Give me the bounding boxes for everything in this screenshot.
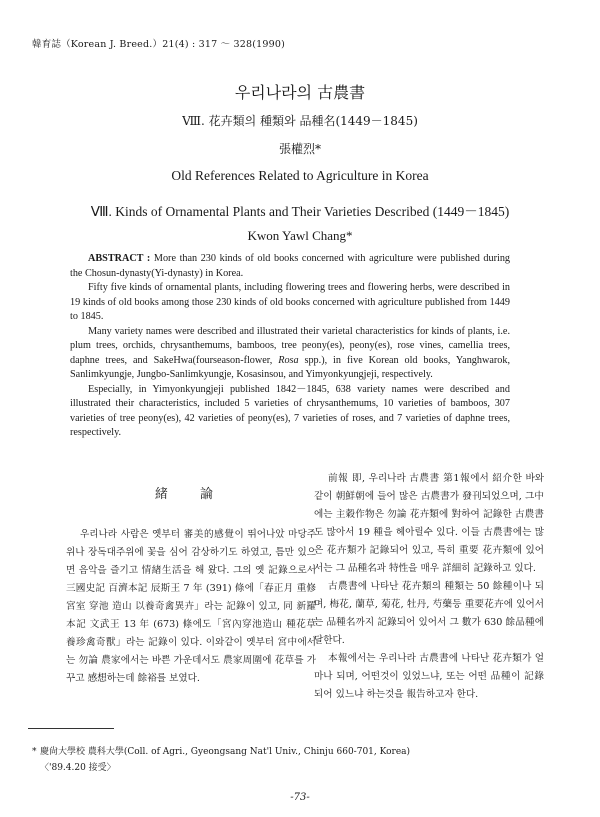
abstract-paragraph-1 bbox=[70, 252, 510, 281]
author-english: Kwon Yawl Chang* bbox=[247, 228, 353, 243]
abstract-paragraph-3 bbox=[70, 325, 510, 383]
title-korean: 우리나라의 古農書 bbox=[234, 83, 366, 102]
left-column bbox=[66, 470, 316, 688]
section-heading-introduction: 緒 論 bbox=[154, 487, 228, 502]
right-paragraph-2: 古農書에 나타난 花卉類의 種類는 50 餘種이나 되며, 梅花, 蘭草, 菊花, 牡丹, 芍藥등 重要花卉에 있어서는 品種名까지 記錄되어 있어서 그 數가 630 餘品種에 달한다. bbox=[314, 581, 544, 646]
page-number: -73- bbox=[290, 792, 310, 803]
right-column bbox=[314, 470, 544, 704]
footnote-received-date: 〈'89.4.20 接受〉 bbox=[40, 763, 116, 773]
abstract-text-3a: Many variety names were described and illustrated their varietal characteristics for kinds of plants, i.e. plum trees, orchids, chrysanthemums, bamboos, tree peony(es), peony(es), rose vines, camellia trees, daphne trees, and SakeHwa(fourseason-flower, bbox=[70, 325, 510, 366]
footnote bbox=[32, 744, 411, 776]
footnote-marker: * bbox=[32, 747, 37, 757]
footnote-divider bbox=[28, 728, 114, 729]
abstract-label: ABSTRACT : bbox=[88, 253, 151, 264]
abstract-text-3b: spp.), in five Korean old books, Yanghwarok, Sanlimkyungje, Jungbo-Sanlimkyungje, Kosasinsou, and Yimyonkyungjeji, respectively. bbox=[70, 354, 510, 380]
right-paragraph-3: 本報에서는 우리나라 古農書에 나타난 花卉類가 얼마나 되며, 어떤것이 있었느냐, 또는 어떤 品種이 記錄되어 있느냐 하는것을 報告하고자 한다. bbox=[314, 653, 544, 700]
author-korean: 張權烈* bbox=[278, 142, 321, 156]
footnote-affiliation: 慶尙大學校 農科大學(Coll. of Agri., Gyeongsang Nat'l Univ., Chinju 660-701, Korea) bbox=[40, 747, 411, 757]
journal-header: 韓育誌（Korean J. Breed.）21(4) : 317 ～ 328(1990) bbox=[32, 39, 285, 50]
subtitle-korean: Ⅷ. 花卉類의 種類와 品種名(1449－1845) bbox=[182, 114, 418, 128]
title-english: Old References Related to Agriculture in Korea bbox=[171, 168, 429, 183]
abstract-rosa-italic: Rosa bbox=[278, 354, 299, 366]
abstract-paragraph-4: Especially, in Yimyonkyungjeji published 1842－1845, 638 variety names were described and illustrated their characteristics, included 5 varieties of chrysanthemums, 10 varieties of bamboos, 307 varieties of tree peony(es), 42 varieties of peony(es), 7 varieties of roses, and 7 varieties of daphne trees, respectively. bbox=[70, 383, 510, 438]
subtitle-english: Ⅷ. Kinds of Ornamental Plants and Their Varieties Described (1449－1845) bbox=[90, 204, 510, 219]
abstract-paragraph-2: Fifty five kinds of ornamental plants, including flowering trees and flowering herbs, were described in 19 kinds of old books among those 230 kinds of old books concerned with agriculture published from 1449 to 1845. bbox=[70, 282, 510, 322]
abstract-text-1: More than 230 kinds of old books concerned with agriculture were published during the Chosun-dynasty(Yi-dynasty) in Korea. bbox=[70, 253, 511, 279]
left-paragraph-1: 우리나라 사람은 옛부터 審美的感覺이 뛰어나았 마당주위나 장독대주위에 꽃을 심어 감상하기도 하였고, 틈만 있으면 음악을 즐기고 情緖生活을 해 왔다. 그의 옛 記錄으로서 三國史記 百濟本記 辰斯王 7 年 (391) 條에「春正月 重修宮室 穿池 造山 以養奇禽異卉」라는 記錄이 있고, 同 新羅本記 文武王 13 年 (673) 條에도「宮內穿池造山 種花草 養珍禽奇獸」라는 記錄이 있다. 이와같이 옛부터 宮中에서는 勿論 農家에서는 바쁜 가운데서도 農家周圍에 花草를 가꾸고 感想하는데 餘裕를 보였다. bbox=[66, 529, 316, 684]
right-paragraph-1: 前報 即, 우리나라 古農書 第1報에서 紹介한 바와같이 朝鮮朝에 들어 많은 古農書가 發刊되었으며, 그中에는 主穀作物은 勿論 花卉類에 對하여 記錄한 古農書도 많아서 19 種을 헤아릴수 있다. 이들 古農書에는 많은 花卉類가 記錄되어 있고, 특히 重要 花卉類에 있어서는 그 品種名과 特性을 매우 詳細히 記錄하고 있다. bbox=[314, 473, 544, 574]
abstract bbox=[70, 252, 510, 441]
